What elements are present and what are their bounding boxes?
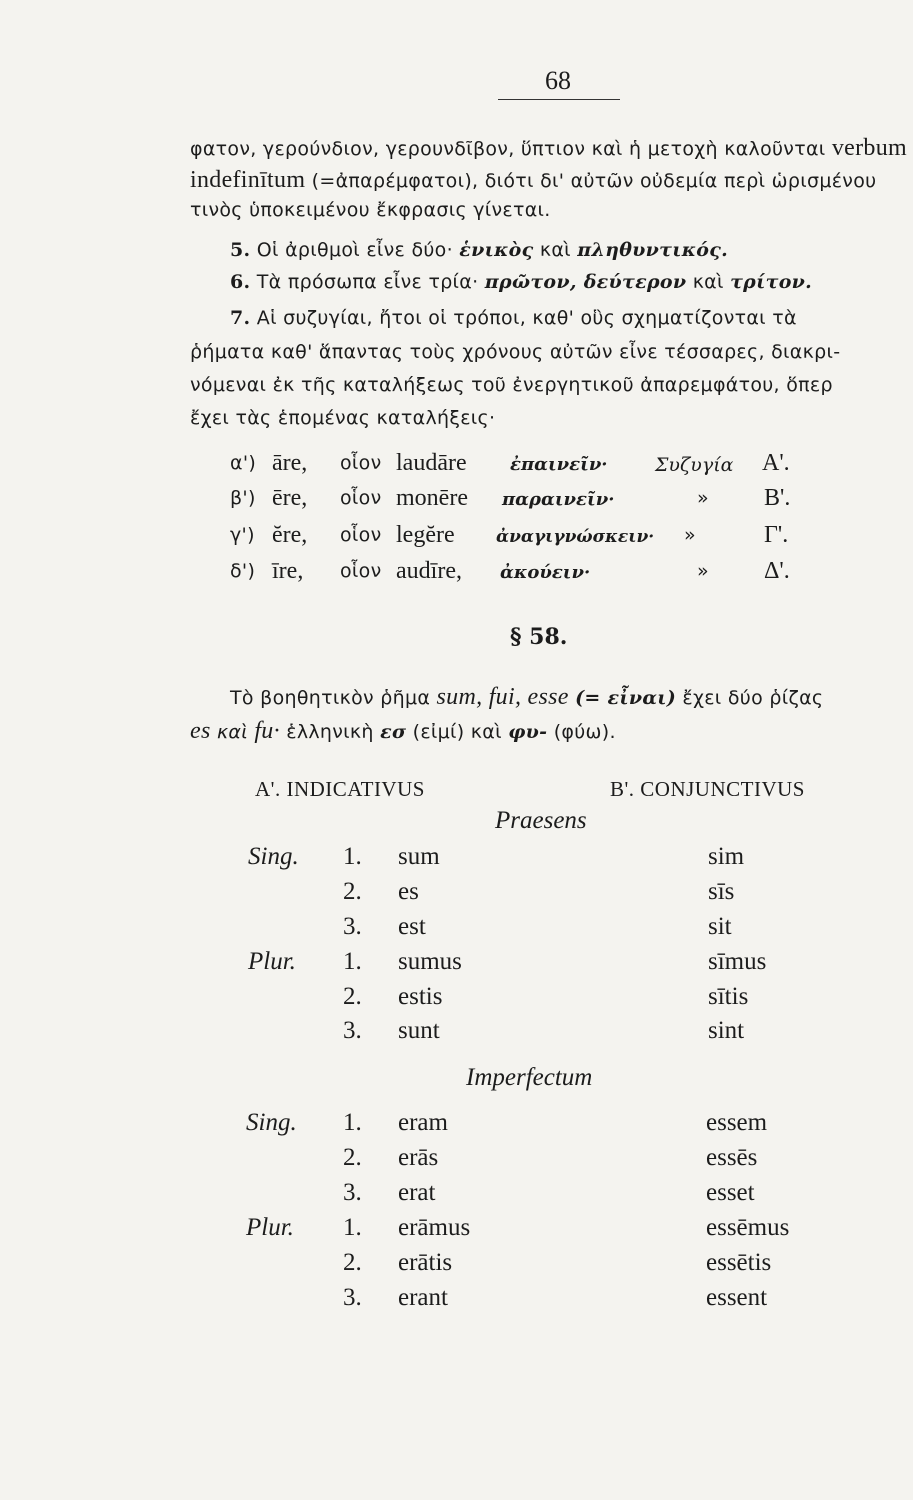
indicative-form: erātis [398,1249,453,1276]
conjunctive-form: sīs [708,878,735,905]
person-number: 2. [343,983,362,1010]
person-number: 1. [343,948,362,975]
tense-heading-imperfect: Imperfectum [466,1064,593,1091]
section-line-1-latin: sum, fui, esse [436,684,569,710]
person-number: 3. [343,1017,362,1044]
indicative-form: erāmus [398,1214,471,1241]
intro-line-1 [190,135,907,162]
paragraph-7-line-3: νόμεναι ἐκ τῆς καταλήξεως τοῦ ἐνεργητικοῦ ἀπαρεμφάτου, ὅπερ [190,374,833,396]
paragraph-5-text: Οἱ ἀριθμοὶ εἶνε δύο· [256,239,453,261]
indicative-form: estis [398,983,443,1010]
conjugation-col: » [697,560,709,582]
conjugation-label: δ') [230,560,256,582]
paragraph-7-line-1 [230,307,797,329]
person-number: 3. [343,1179,362,1206]
section-line-2-b: καὶ [216,721,248,743]
paragraph-7-line-4: ἔχει τὰς ἑπομένας καταλήξεις· [190,407,496,429]
indicative-form: sum [398,843,440,870]
indicative-form: erās [398,1144,439,1171]
paragraph-6-text: Τὰ πρόσωπα εἶνε τρία· [256,271,479,293]
conjugation-greek: ἀκούειν· [500,562,591,583]
person-number: 2. [343,878,362,905]
section-line-2-e: εσ [380,721,407,743]
section-line-2-c: fu· [254,718,280,744]
person-number: 1. [343,1214,362,1241]
conjunctive-form: sint [708,1017,745,1044]
conjugation-label: γ') [230,524,255,546]
indicative-form: est [398,913,426,940]
section-line-2-g: φυ- [508,721,548,743]
conjugation-latin: monēre [396,485,468,511]
paragraph-6-number: 6. [230,271,251,293]
conjugation-number: Β'. [764,485,791,511]
indicative-form: eram [398,1109,448,1136]
section-line-2-d: ἑλληνικὴ [286,721,374,743]
conjunctive-form: sit [708,913,732,940]
conjugation-ending: ĕre, [272,522,308,548]
conjugation-oion: οἷον [340,487,382,509]
group-label: Plur. [248,948,296,975]
conjugation-oion: οἷον [340,524,382,546]
paragraph-7-line-2: ῥήματα καθ' ἅπαντας τοὺς χρόνους αὐτῶν εἶνε τέσσαρες, διακρι- [190,341,841,363]
conjugation-ending: ēre, [272,485,308,511]
conjunctive-form: sim [708,843,745,870]
intro-line-2-greek: (=ἀπαρέμφατοι), διότι δι' αὐτῶν οὐδεμία περὶ ὡρισμένου [311,170,877,192]
paragraph-5-mid: καὶ [539,239,571,261]
intro-line-2-latin: indefinītum [190,167,306,193]
section-title: § 58. [510,624,568,650]
group-label: Sing. [246,1109,297,1136]
page-number: 68 [545,66,571,95]
conjunctive-form: essem [706,1109,768,1136]
section-line-1-c: ἔχει δύο ῥίζας [682,687,824,709]
page-number-rule [498,99,620,100]
conjugation-latin: audīre, [396,558,462,584]
conjugation-col: » [697,487,709,509]
conjugation-ending: īre, [272,558,304,584]
conjugation-oion: οἷον [340,560,382,582]
paragraph-6 [230,271,812,293]
group-label: Sing. [248,843,299,870]
section-line-2-f: (εἰμί) καὶ [412,721,502,743]
paragraph-6-bold-1: πρῶτον, δεύτερον [484,271,687,293]
section-line-2-a: es [190,718,211,744]
conjugation-label: α') [230,452,257,474]
conjugation-greek: ἀναγιγνώσκειν· [496,527,655,547]
paragraph-5 [230,239,728,261]
intro-line-1-latin: verbum [831,135,907,161]
conjugation-number: Δ'. [764,558,790,584]
conjugation-greek: παραινεῖν· [502,489,615,510]
conjunctive-form: essēs [706,1144,758,1171]
conjugation-label: β') [230,487,256,509]
section-line-1-b: (= εἶναι) [575,687,677,709]
paragraph-5-bold-1: ἑνικὸς [459,239,534,261]
indicative-form: sunt [398,1017,440,1044]
table-header-conjunctive: Β'. CONJUNCTIVUS [610,777,805,801]
indicative-form: erant [398,1284,448,1311]
person-number: 1. [343,1109,362,1136]
person-number: 3. [343,913,362,940]
intro-line-3: τινὸς ὑποκειμένου ἔκφρασις γίνεται. [190,199,551,221]
paragraph-5-bold-2: πληθυντικός. [577,239,729,261]
section-line-1 [230,684,823,711]
conjugation-col: Συζυγία [655,454,734,476]
person-number: 2. [343,1144,362,1171]
conjunctive-form: sītis [708,983,749,1010]
section-line-1-a: Τὸ βοηθητικὸν ῥῆμα [230,687,431,709]
table-header-indicative: Α'. INDICATIVUS [255,777,425,801]
conjugation-number: Α'. [762,450,790,476]
paragraph-6-mid: καὶ [692,271,724,293]
indicative-form: erat [398,1179,436,1206]
intro-line-2 [190,167,876,194]
conjugation-oion: οἷον [340,452,382,474]
paragraph-6-bold-2: τρίτον. [730,271,813,293]
conjunctive-form: essēmus [706,1214,790,1241]
paragraph-5-number: 5. [230,239,251,261]
conjunctive-form: essētis [706,1249,772,1276]
conjunctive-form: sīmus [708,948,767,975]
group-label: Plur. [246,1214,294,1241]
conjunctive-form: essent [706,1284,768,1311]
conjugation-col: » [684,524,696,546]
indicative-form: sumus [398,948,462,975]
conjunctive-form: esset [706,1179,755,1206]
tense-heading-present: Praesens [495,807,587,834]
conjugation-number: Γ'. [764,522,789,548]
paragraph-7-line-1-text: Αἱ συζυγίαι, ἤτοι οἱ τρόποι, καθ' οὓς σχηματίζονται τὰ [256,307,797,329]
indicative-form: es [398,878,419,905]
conjugation-latin: legĕre [396,522,455,548]
section-line-2-h: (φύω). [553,721,616,743]
intro-line-1-greek: φατον, γερούνδιον, γερουνδῖβον, ὕπτιον καὶ ἡ μετοχὴ καλοῦνται [190,138,826,160]
person-number: 1. [343,843,362,870]
paragraph-7-number: 7. [230,307,251,329]
section-line-2 [190,718,616,745]
person-number: 2. [343,1249,362,1276]
conjugation-greek: ἐπαινεῖν· [510,454,608,475]
person-number: 3. [343,1284,362,1311]
conjugation-ending: āre, [272,450,308,476]
conjugation-latin: laudāre [396,450,467,476]
